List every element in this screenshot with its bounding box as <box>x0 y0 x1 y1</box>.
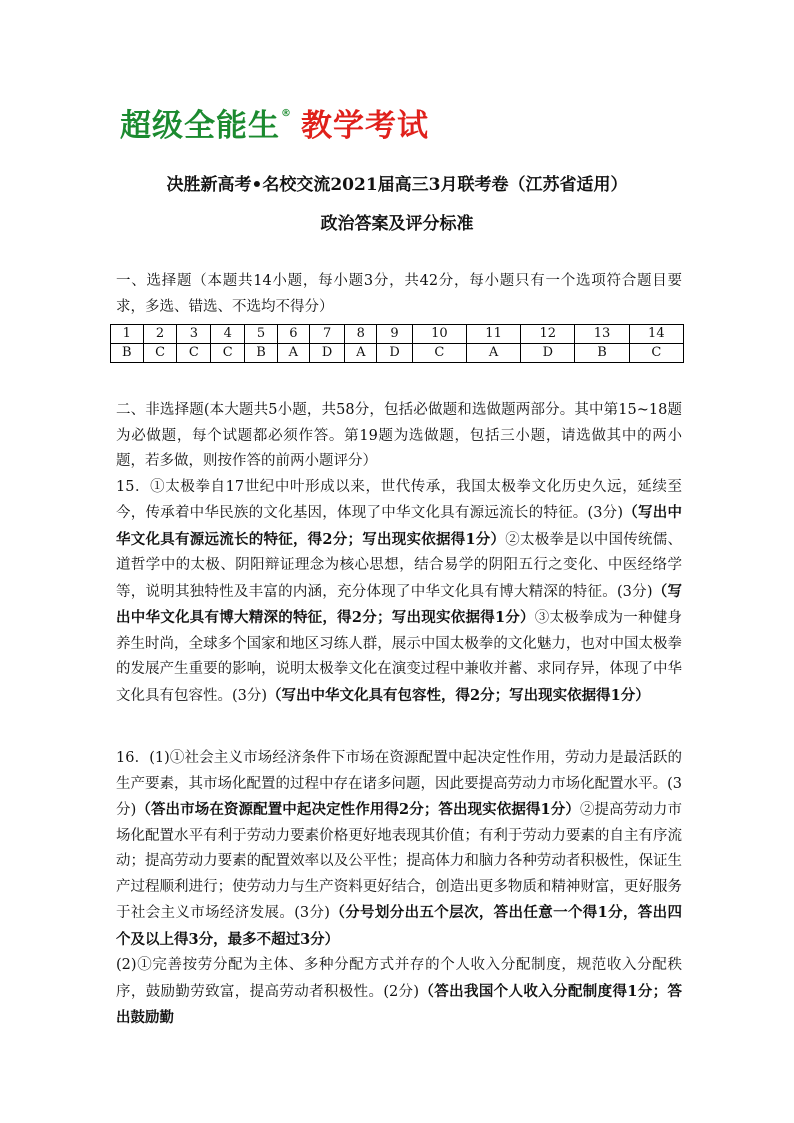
question-16-answer <box>116 746 682 1032</box>
answer-cell: C <box>629 344 683 363</box>
q15-point-1: 15．①太极拳自17世纪中叶形成以来，世代传承，我国太极拳文化历史久远，延续至今，传承着中华民族的文化基因，体现了中华文化具有源远流长的特征。(3分) <box>116 478 682 521</box>
answer-cell: B <box>245 344 278 363</box>
q16-part2-point-1: (2)①完善按劳分配为主体、多种分配方式并存的个人收入分配制度，规范收入分配秩序，鼓励勤劳致富，提高劳动者积极性。(2分) <box>116 957 682 1000</box>
q15-point-1-scoring: （写出中华文化具有源远流长的特征，得2分；写出现实依据得1分） <box>116 504 682 548</box>
question-number-cell: 12 <box>521 325 575 344</box>
question-number-cell: 5 <box>245 325 278 344</box>
q16-part1-point-1-scoring: （答出市场在资源配置中起决定性作用得2分；答出现实依据得1分） <box>136 801 580 818</box>
q16-part1-point-2: ②提高劳动力市场化配置水平有利于劳动力要素价格更好地表现其价值；有利于劳动力要素的自主有序流动；提高劳动力要素的配置效率以及公平性；提高体力和脑力各种劳动者积极性，保证生产过程顺利进行；使劳动力与生产资料更好结合，创造出更多物质和精神财富，更好服务于社会主义市场经济发展。(3分) <box>116 802 682 921</box>
question-number-cell: 11 <box>466 325 520 344</box>
exam-subtitle: 政治答案及评分标准 <box>320 214 474 234</box>
question-number-cell: 14 <box>629 325 683 344</box>
question-number-cell: 13 <box>575 325 629 344</box>
question-number-cell: 2 <box>143 325 177 344</box>
section2-intro: 二、非选择题(本大题共5小题，共58分，包括必做题和选做题两部分。其中第15~18题为必做题，每个试题都必须作答。第19题为选做题，包括三小题，请选做其中的两小题，若多做，则按作答的前两小题评分） <box>116 402 682 469</box>
question-number-cell: 4 <box>211 325 245 344</box>
q15-point-2-scoring: （写出中华文化具有博大精深的特征，得2分；写出现实依据得1分） <box>116 582 683 626</box>
exam-title: 决胜新高考•名校交流2021届高三3月联考卷（江苏省适用） <box>166 175 628 195</box>
answer-cell: D <box>521 344 575 363</box>
q15-point-3-scoring: （写出中华文化具有包容性，得2分；写出现实依据得1分） <box>267 686 650 704</box>
question-number-cell: 6 <box>277 325 309 344</box>
answer-cell: C <box>177 344 211 363</box>
logo-brand-text: 超级全能生 <box>120 108 280 144</box>
answer-cell: B <box>575 344 629 363</box>
question-number-cell: 8 <box>345 325 377 344</box>
answer-cell: C <box>143 344 177 363</box>
q15-point-3: ③太极拳成为一种健身养生时尚，全球多个国家和地区习练人群，展示中国太极拳的文化魅力，也对中国太极拳的发展产生重要的影响，说明太极拳文化在演变过程中兼收并蓄、求同存异，体现了中华文化具有包容性。(3分) <box>116 610 683 704</box>
question-number-cell: 3 <box>177 325 211 344</box>
logo-sub-text: 教学考试 <box>301 108 429 144</box>
answer-cell: A <box>277 344 309 363</box>
question-number-cell: 10 <box>412 325 466 344</box>
answer-cell: B <box>111 344 144 363</box>
q16-part2-point-1-scoring: （答出我国个人收入分配制度得1分；答出鼓励勤 <box>116 982 682 1026</box>
q16-part1-point-1: 16．(1)①社会主义市场经济条件下市场在资源配置中起决定性作用，劳动力是最活跃的生产要素，其市场化配置的过程中存在诸多问题，因此要提高劳动力市场化配置水平。(3分) <box>116 750 682 818</box>
section1-intro: 一、选择题（本题共14小题，每小题3分，共42分，每小题只有一个选项符合题目要求，多选、错选、不选均不得分） <box>116 273 682 315</box>
brand-logo <box>120 106 429 146</box>
answer-cell: A <box>466 344 520 363</box>
question-number-cell: 1 <box>111 325 144 344</box>
question-number-cell: 7 <box>309 325 344 344</box>
question-number-cell: 9 <box>377 325 412 344</box>
answer-cell: A <box>345 344 377 363</box>
answer-table <box>110 324 684 363</box>
answer-table-answers-row <box>111 344 684 363</box>
answer-cell: D <box>309 344 344 363</box>
answer-cell: C <box>211 344 245 363</box>
question-15-answer <box>116 475 682 710</box>
registered-mark: ® <box>281 108 291 119</box>
answer-cell: D <box>377 344 412 363</box>
q16-part1-point-2-scoring: （分号划分出五个层次，答出任意一个得1分，答出四个及以上得3分，最多不超过3分） <box>116 904 682 948</box>
answer-cell: C <box>412 344 466 363</box>
section2-block <box>116 398 682 709</box>
q15-point-2: ②太极拳是以中国传统儒、道哲学中的太极、阴阳辩证理念为核心思想，结合易学的阴阳五行之变化、中医经络学等，说明其独特性及丰富的内涵，充分体现了中华文化具有博大精深的特征。(3分) <box>116 531 682 600</box>
answer-table-numbers-row <box>111 325 684 344</box>
